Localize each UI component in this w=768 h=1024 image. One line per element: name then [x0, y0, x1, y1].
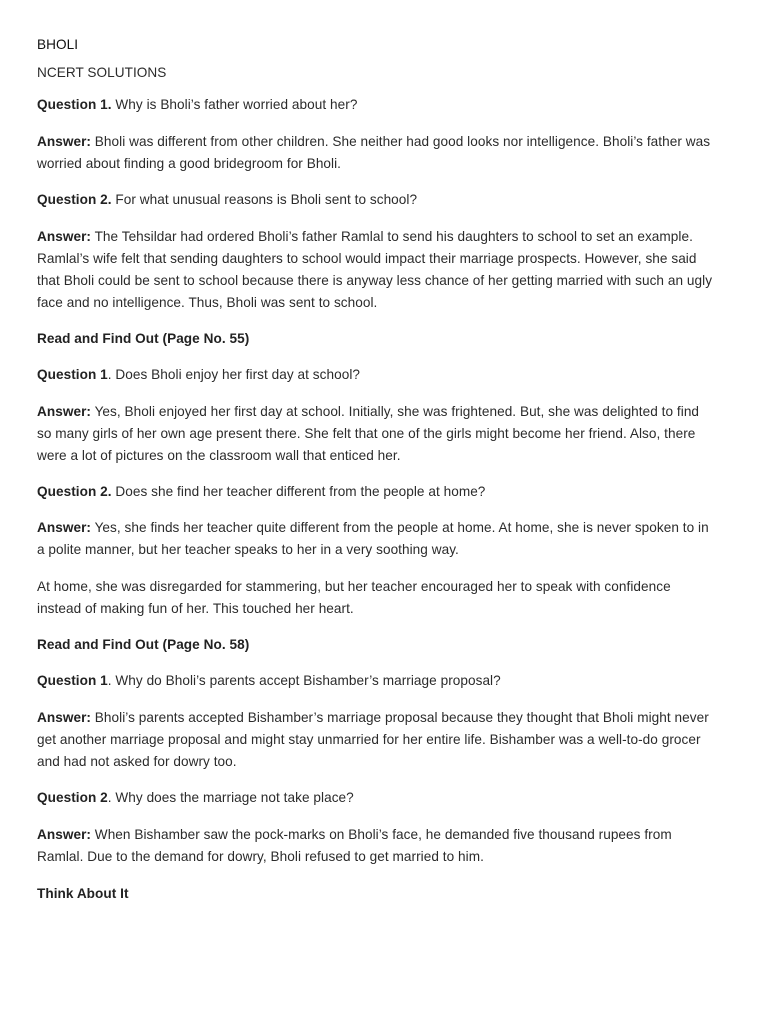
section1-answer-1	[37, 401, 717, 467]
question-text: Why is Bholi’s father worried about her?	[111, 97, 358, 112]
question-text: . Does Bholi enjoy her first day at school?	[107, 367, 361, 382]
answer-text: Bholi was different from other children. She neither had good looks nor intelligence. Bholi’s father was worried about finding a good bridegroom for Bholi.	[37, 134, 711, 171]
section1-question-1	[37, 364, 717, 386]
document-page	[37, 34, 717, 905]
section-heading-page-58: Read and Find Out (Page No. 58)	[37, 637, 250, 652]
answer-text: The Tehsildar had ordered Bholi’s father Ramlal to send his daughters to school to set an example. Ramlal’s wife felt that sending daughters to school would impact their marriage prospects. However, she said that Bholi could be sent to school because there is anyway less chance of her getting married with such an ugly face and no intelligence. Thus, Bholi was sent to school.	[37, 229, 713, 310]
question-label: Question 1	[37, 367, 108, 382]
answer-text: Bholi’s parents accepted Bishamber’s marriage proposal because they thought that Bholi might never get another marriage proposal and might stay unmarried for her entire life. Bishamber was a well-to-do grocer and had not asked for dowry too.	[37, 710, 709, 769]
question-text: For what unusual reasons is Bholi sent to school?	[111, 192, 418, 207]
answer-2	[37, 226, 717, 314]
question-text: . Why do Bholi’s parents accept Bishamber’s marriage proposal?	[107, 673, 501, 688]
answer-1	[37, 131, 717, 175]
answer-text: When Bishamber saw the pock-marks on Bholi’s face, he demanded five thousand rupees from Ramlal. Due to the demand for dowry, Bholi refused to get married to him.	[37, 827, 672, 864]
answer-label: Answer:	[37, 520, 91, 535]
section-heading-page-55: Read and Find Out (Page No. 55)	[37, 331, 250, 346]
section1-answer-2	[37, 517, 717, 561]
question-label: Question 2	[37, 790, 108, 805]
section2-question-2	[37, 787, 717, 809]
answer-label: Answer:	[37, 229, 91, 244]
answer-label: Answer:	[37, 404, 91, 419]
question-label: Question 2.	[37, 192, 112, 207]
answer-label: Answer:	[37, 827, 91, 842]
question-label: Question 1	[37, 673, 108, 688]
doc-title: BHOLI	[37, 37, 79, 52]
question-text: Does she find her teacher different from the people at home?	[111, 484, 486, 499]
doc-subtitle: NCERT SOLUTIONS	[37, 65, 167, 80]
section-heading-think-about-it: Think About It	[37, 886, 129, 901]
answer-label: Answer:	[37, 134, 91, 149]
question-label: Question 2.	[37, 484, 112, 499]
answer-label: Answer:	[37, 710, 91, 725]
section2-question-1	[37, 670, 717, 692]
answer-text: Yes, she finds her teacher quite different from the people at home. At home, she is never spoken to in a polite manner, but her teacher speaks to her in a very soothing way.	[37, 520, 709, 557]
section2-answer-2	[37, 824, 717, 868]
question-2	[37, 189, 717, 211]
question-1	[37, 94, 717, 116]
answer-text: Yes, Bholi enjoyed her first day at school. Initially, she was frightened. But, she was delighted to find so many girls of her own age present there. She felt that one of the girls might become her friend. Also, there were a lot of pictures on the classroom wall that enticed her.	[37, 404, 700, 463]
section2-answer-1	[37, 707, 717, 773]
question-label: Question 1.	[37, 97, 112, 112]
question-text: . Why does the marriage not take place?	[107, 790, 354, 805]
section1-question-2	[37, 481, 717, 503]
section1-answer-2-continued: At home, she was disregarded for stammering, but her teacher encouraged her to speak with confidence instead of making fun of her. This touched her heart.	[37, 579, 671, 616]
